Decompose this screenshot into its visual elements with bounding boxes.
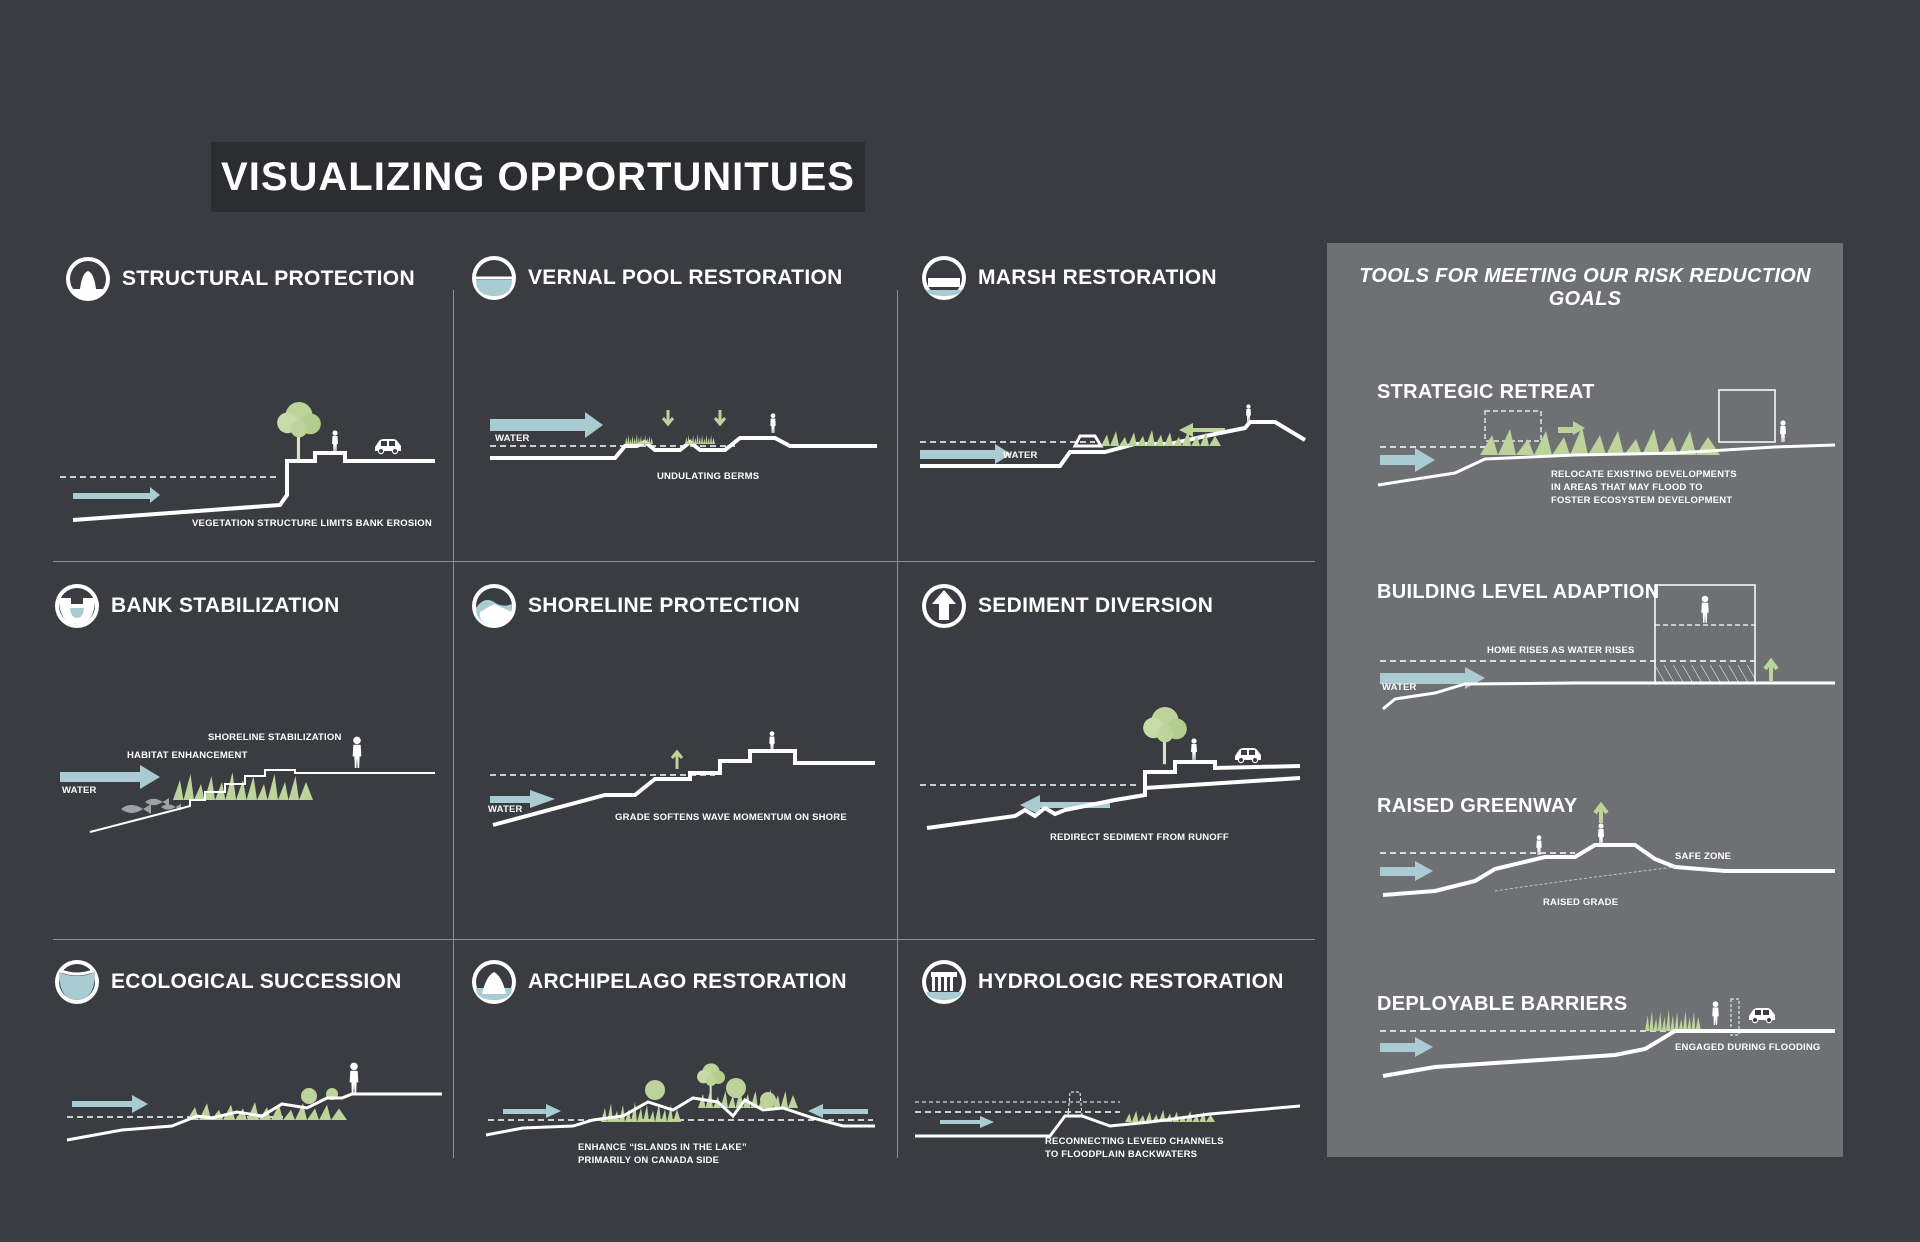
strategic-retreat-label: STRATEGIC RETREAT [1377,381,1595,403]
marsh-restoration-label: MARSH RESTORATION [978,266,1217,289]
hydrologic-restoration-label: HYDROLOGIC RESTORATION [978,970,1284,993]
grid-divider [897,290,898,1158]
note-text: ENGAGED DURING FLOODING [1675,1042,1821,1053]
sediment-diversion-diagram [915,690,1315,850]
marsh-restoration-heading [920,254,1217,302]
note-text: WATER [495,433,530,444]
ecological-succession-icon [53,958,101,1006]
shoreline-protection-icon [470,582,518,630]
hydrologic-restoration-heading [920,958,1284,1006]
note-text: WATER [1382,682,1417,693]
deployable-barriers-label: DEPLOYABLE BARRIERS [1377,993,1628,1015]
note-text: HABITAT ENHANCEMENT [127,750,248,761]
vernal-pool-icon [470,254,518,302]
raised-greenway-label: RAISED GREENWAY [1377,795,1578,817]
note-text: SAFE ZONE [1675,851,1732,862]
note-text: VEGETATION STRUCTURE LIMITS BANK EROSION [192,518,432,529]
vernal-pool-label: VERNAL POOL RESTORATION [528,266,843,289]
bank-stabilization-diagram [55,720,450,850]
grid-divider [453,290,454,1158]
note-text: IN AREAS THAT MAY FLOOD TO [1551,482,1703,493]
vernal-pool-heading [470,254,843,302]
marsh-restoration-diagram [915,400,1315,500]
note-text: FOSTER ECOSYSTEM DEVELOPMENT [1551,495,1733,506]
shoreline-protection-heading [470,582,800,630]
building-level-adaption-label: BUILDING LEVEL ADAPTION [1377,581,1660,603]
note-text: UNDULATING BERMS [657,471,760,482]
archipelago-restoration-diagram [483,1050,883,1170]
sediment-diversion-label: SEDIMENT DIVERSION [978,594,1214,617]
sediment-diversion-icon [920,582,968,630]
raised-greenway-diagram [1375,795,1835,925]
bank-stabilization-icon [53,582,101,630]
structural-protection-label: STRUCTURAL PROTECTION [122,267,415,290]
note-text: RECONNECTING LEVEED CHANNELS [1045,1136,1224,1147]
structural-protection-icon [64,255,112,303]
strategic-retreat-diagram [1375,385,1835,545]
shoreline-protection-label: SHORELINE PROTECTION [528,594,801,617]
grid-divider [53,561,1315,562]
archipelago-restoration-label: ARCHIPELAGO RESTORATION [528,970,847,993]
ecological-succession-heading [53,958,402,1006]
note-text: PRIMARILY ON CANADA SIDE [578,1155,720,1166]
hydrologic-icon [920,958,968,1006]
grid-divider [53,939,1315,940]
hydrologic-restoration-diagram [910,1080,1315,1180]
archipelago-icon [470,958,518,1006]
vernal-pool-diagram [485,400,885,500]
title-box [211,142,865,212]
note-text: HOME RISES AS WATER RISES [1487,645,1635,656]
archipelago-restoration-heading [470,958,847,1006]
tools-title: TOOLS FOR MEETING OUR RISK REDUCTION GOALS [1359,265,1811,310]
note-text: TO FLOODPLAIN BACKWATERS [1045,1149,1198,1160]
note-text: REDIRECT SEDIMENT FROM RUNOFF [1050,832,1229,843]
note-text: WATER [1003,450,1038,461]
ecological-succession-label: ECOLOGICAL SUCCESSION [111,970,402,993]
tools-panel [1327,243,1843,1157]
page-title: VISUALIZING OPPORTUNITUES [221,154,855,199]
shoreline-protection-diagram [485,725,885,845]
note-text: WATER [62,785,97,796]
note-text: ENHANCE “ISLANDS IN THE LAKE” [578,1142,747,1153]
note-text: WATER [488,804,523,815]
bank-stabilization-heading [53,582,340,630]
structural-protection-diagram [55,385,445,535]
note-text: RAISED GRADE [1543,897,1619,908]
building-level-adaption-diagram [1375,581,1835,721]
deployable-barriers-diagram [1375,991,1835,1111]
note-text: SHORELINE STABILIZATION [208,732,342,743]
ecological-succession-diagram [62,1050,452,1150]
structural-protection-heading [64,255,415,303]
sediment-diversion-heading [920,582,1213,630]
note-text: RELOCATE EXISTING DEVELOPMENTS [1551,469,1737,480]
marsh-icon [920,254,968,302]
bank-stabilization-label: BANK STABILIZATION [111,594,340,617]
note-text: GRADE SOFTENS WAVE MOMENTUM ON SHORE [615,812,847,823]
